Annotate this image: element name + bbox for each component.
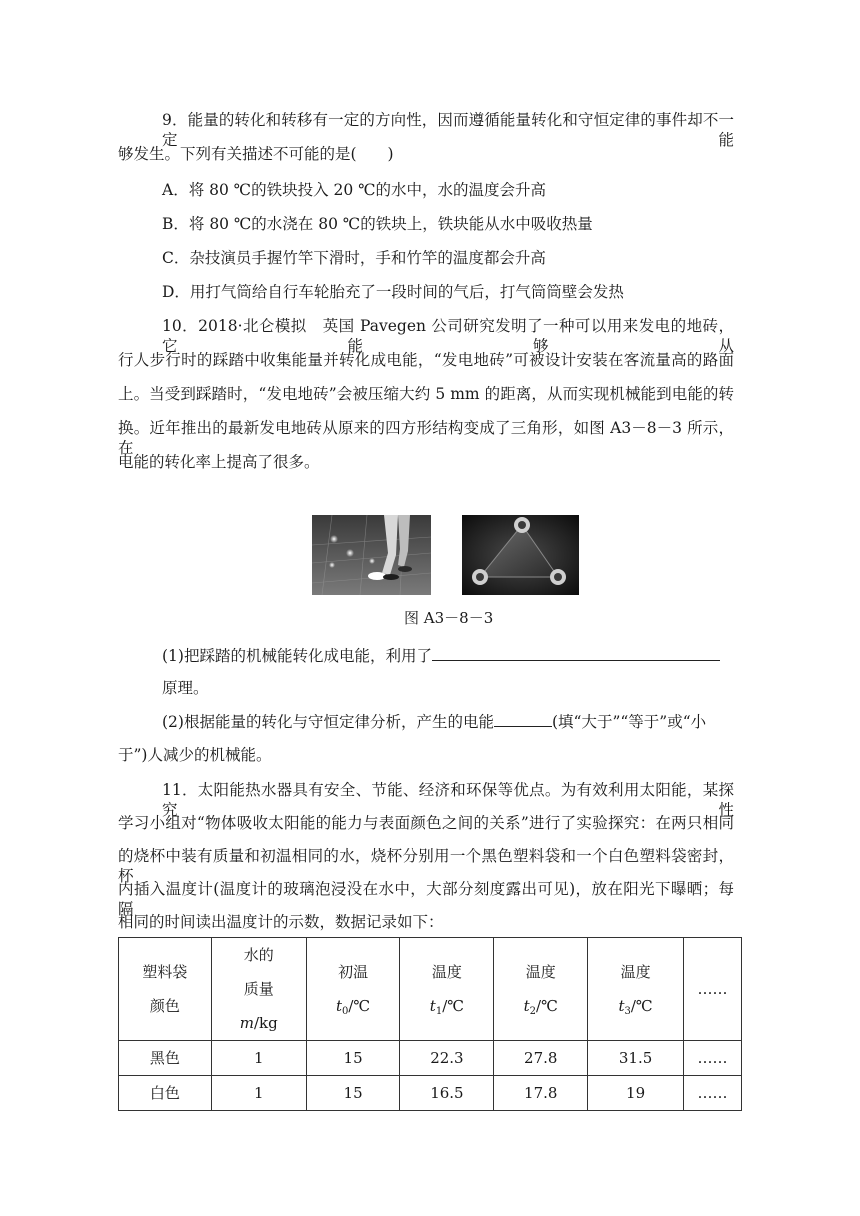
table-header-row	[119, 938, 742, 1041]
q10-sub1-text: (1)把踩踏的机械能转化成电能，利用了	[162, 647, 432, 665]
cell-t0: 15	[306, 1076, 400, 1111]
header-color: 塑料袋 颜色	[119, 938, 212, 1041]
q10-stem-line-4: 换。近年推出的最新发电地砖从原来的四方形结构变成了三角形，如图 A3－8－3 所示，在	[118, 419, 734, 457]
cell-color: 黑色	[119, 1041, 212, 1076]
q10-stem-line-5: 电能的转化率上提高了很多。	[118, 453, 320, 471]
q10-stem-line-3: 上。当受到踩踏时，“发电地砖”会被压缩大约 5 mm 的距离，从而实现机械能到电能的转	[118, 385, 734, 403]
cell-mass: 1	[211, 1041, 306, 1076]
header-t1: 温度 $t_1/℃$	[400, 938, 494, 1041]
q11-stem-line-1: 11．太阳能热水器具有安全、节能、经济和环保等优点。为有效利用太阳能，某探究性	[162, 781, 734, 819]
q10-stem-line-2: 行人步行时的踩踏中收集能量并转化成电能，“发电地砖”可被设计安装在客流量高的路面	[118, 351, 734, 369]
q9-stem-line-2: 够发生。下列有关描述不可能的是( )	[118, 145, 394, 163]
header-more: ……	[684, 938, 742, 1041]
cell-more: ……	[684, 1076, 742, 1111]
answer-blank-1[interactable]	[432, 646, 720, 661]
cell-t0: 15	[306, 1041, 400, 1076]
walking-on-tiles-photo	[312, 515, 431, 595]
cell-t2: 27.8	[494, 1041, 588, 1076]
cell-t1: 22.3	[400, 1041, 494, 1076]
answer-blank-2[interactable]	[494, 712, 552, 727]
q10-sub2-line-1	[162, 712, 706, 732]
q9-option-b: B．将 80 ℃的水浇在 80 ℃的铁块上，铁块能从水中吸收热量	[162, 215, 593, 233]
cell-t3: 31.5	[588, 1041, 684, 1076]
header-t2: 温度 $t_2/℃$	[494, 938, 588, 1041]
cell-color: 白色	[119, 1076, 212, 1111]
q11-stem-line-5: 相同的时间读出温度计的示数，数据记录如下：	[118, 913, 444, 931]
q9-stem-line-1: 9．能量的转化和转移有一定的方向性，因而遵循能量转化和守恒定律的事件却不一定能	[162, 111, 734, 149]
q9-option-c: C．杂技演员手握竹竿下滑时，手和竹竿的温度都会升高	[162, 249, 546, 267]
header-t3: 温度 $t_3/℃$	[588, 938, 684, 1041]
q11-stem-line-3: 的烧杯中装有质量和初温相同的水，烧杯分别用一个黑色塑料袋和一个白色塑料袋密封，杯	[118, 847, 734, 885]
q9-option-a: A．将 80 ℃的铁块投入 20 ℃的水中，水的温度会升高	[162, 181, 547, 199]
q10-sub2-text: (2)根据能量的转化与守恒定律分析，产生的电能	[162, 713, 494, 731]
cell-t3: 19	[588, 1076, 684, 1111]
q10-sub2-line-2: 于”)人减少的机械能。	[118, 746, 272, 764]
triangle-tile-photo	[462, 515, 579, 595]
q10-stem-line-1: 10．2018·北仑模拟 英国 Pavegen 公司研究发明了一种可以用来发电的地砖，它能够从	[162, 317, 734, 355]
q11-stem-line-2: 学习小组对“物体吸收太阳能的能力与表面颜色之间的关系”进行了实验探究：在两只相同	[118, 814, 734, 832]
header-mass: 水的 质量 m/kg	[211, 938, 306, 1041]
cell-t1: 16.5	[400, 1076, 494, 1111]
q11-stem-line-4: 内插入温度计(温度计的玻璃泡浸没在水中，大部分刻度露出可见)，放在阳光下曝晒；每隔	[118, 880, 734, 918]
q10-sub2-choices: (填“大于”“等于”或“小	[551, 713, 707, 731]
table-row	[119, 1076, 742, 1111]
table-row	[119, 1041, 742, 1076]
cell-mass: 1	[211, 1076, 306, 1111]
q10-sub1-line-2: 原理。	[162, 679, 209, 697]
cell-t2: 17.8	[494, 1076, 588, 1111]
cell-more: ……	[684, 1041, 742, 1076]
q10-sub1-line-1	[162, 646, 720, 666]
data-table	[118, 937, 742, 1111]
figure-caption: 图 A3－8－3	[404, 609, 494, 627]
header-t0: 初温 $t_0/℃$	[306, 938, 400, 1041]
q9-option-d: D．用打气筒给自行车轮胎充了一段时间的气后，打气筒筒壁会发热	[162, 283, 624, 301]
